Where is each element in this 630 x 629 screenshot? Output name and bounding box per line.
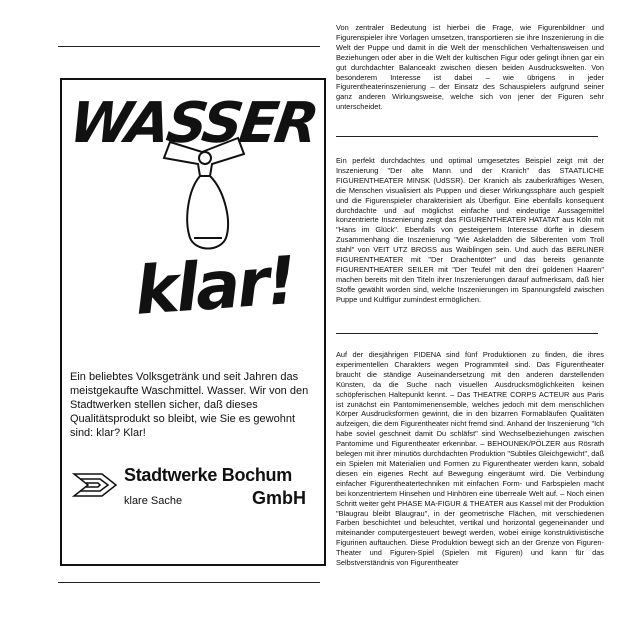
top-rule-left (58, 46, 320, 47)
rule-right-1 (336, 136, 598, 137)
ad-headline-wasser: WASSER (65, 91, 320, 156)
rule-right-2 (336, 333, 598, 334)
ad-headline-klar: klar! (132, 242, 297, 330)
brand-tagline: klare Sache (124, 495, 183, 507)
ad-body-copy: Ein beliebtes Volksgetränk und seit Jahren das meistgekaufte Waschmittel. Wasser. Wir von den Stadtwerken stellen sicher, daß dieses Qualitätsprodukt so bleibt, wie Sie es gewohnt sind: klar? Klar! (70, 371, 309, 439)
stadtwerke-logo-icon (72, 470, 118, 500)
article-paragraph: Ein perfekt durchdachtes und optimal umgesetztes Beispiel zeigt mit der Inszenierung "Der alte Mann und der Kranich" das STAATLICHE FIGURENTHEATER MINSK (UdSSR). Der Kranich als zauberkräftiges Wesen, die Menschen visualisiert als Puppen und dieser Wirkungssphäre auch gespielt und die Figurenspieler charakterisiert als Überfigur. Eine ebenfalls konsequent durchdachte und auf möglichst einfache und eindeutige Aussagemittel konzentrierte Inszenierung zeigt das FIGURENTHEATER HATATAT aus Köln mit "Hans im Glück". Ebenfalls von gesteigertem Interesse dürfte in diesem Zusammenhang die Inszenierung "Wie Askeladden die Silberenten vom Troll stahl" von VEIT UTZ BROSS aus Waiblingen sein. Und auch das BERLINER FIGURENTHEATER mit "Der Drachentöter" und das bereits genannte FIGURENTHEATER SEILER mit "Der Teufel mit den drei goldenen Haaren" machen bereits mit den Titeln ihrer Inszenierungen darauf aufmerksam, daß hier Stoffe gewählt worden sind, welche Inszenierungen im Spannungsfeld zwischen Puppe und Kultfigur zumindest ermöglichen. (336, 156, 604, 304)
article-paragraph: Auf der diesjährigen FIDENA sind fünf Produktionen zu finden, die ihres experimentellen Charakters wegen Programmteil sind. Das Figurentheater braucht die ständige Auseinandersetzung mit den anderen darstellenden Künsten, da die Suche nach visuellen Ausdrucksmöglichkeiten keinen schöpferischen Haltepunkt kennt. – Das THEATRE CORPS ACTEUR aus Paris ist zunächst ein Pantomimenensemble, welches jedoch mit dem menschlichen Körper Ausdrucksformen gewinnt, die in den bizarren Formabläufen Qualitäten aufzeigen, die dem Figurentheater nicht fremd sind. Anhand der Inszenierung "Ich habe soviel geschneit damit Du schläfst" sind Wechselbeziehungen zwischen Pantomime und Figurentheater erkennbar. – BEHOUNEK/PÖLZER aus Rösrath belegen mit ihrer minutiös durchdachten Produktion "Subtiles Gleichgewicht", daß ein Spielen mit Materialien und Formen zu Figurentheater werden kann, sobald diesen ein eigenes Recht auf Bewegung eingeräumt wird. Die Verbindung einfacher Figurentheatertechniken mit einfachen Form- und Farbspielen macht bei konzentriertem Hinsehen und Hinhören eine überreale Welt auf. – Noch einen Schritt weiter geht PHASE MA-FIGUR & THEATER aus Kassel mit der Produktion "Blaugrau bleibt Blaugrau", in der geometrische Flächen, mit verschiedenen Farben beschichtet und beleuchtet, vertikal und horizontal gegeneinander und miteinander computergesteuert bewegt werden, wobei einige konstruktivistische Figurinen auftauchen. Diese Produktion bewegt sich an der Grenze von Figuren-Theater und Figuren-Spiel (Spielen mit Figuren) und kann für das Selbstverständnis von Figurentheater (336, 350, 604, 568)
bottom-rule-left (58, 582, 320, 583)
article-paragraph: Von zentraler Bedeutung ist hierbei die Frage, wie Figurenbildner und Figurenspieler ihre Vorlagen umsetzen, transportieren sie ihre Inszenierung in die Welt der Puppe und damit in die Welt der menschlichen Verhaltensweisen und Beziehungen oder aber in die Welt der kultischen Figur oder gelingt ihnen gar ein gut durchdachter Balanceakt zwischen diesen beiden Ausdruckswelten. Von besonderem Interesse ist dabei – wie übrigens in jeder Figurentheaterinszenierung – der Einsatz des Schauspielers aufgrund seiner ganz anderen Wirkungsweise, welche sich von jener der Figuren sehr unterscheidet. (336, 23, 604, 112)
brand-name: Stadtwerke Bochum (124, 465, 292, 485)
brand-suffix: GmbH (252, 488, 306, 508)
